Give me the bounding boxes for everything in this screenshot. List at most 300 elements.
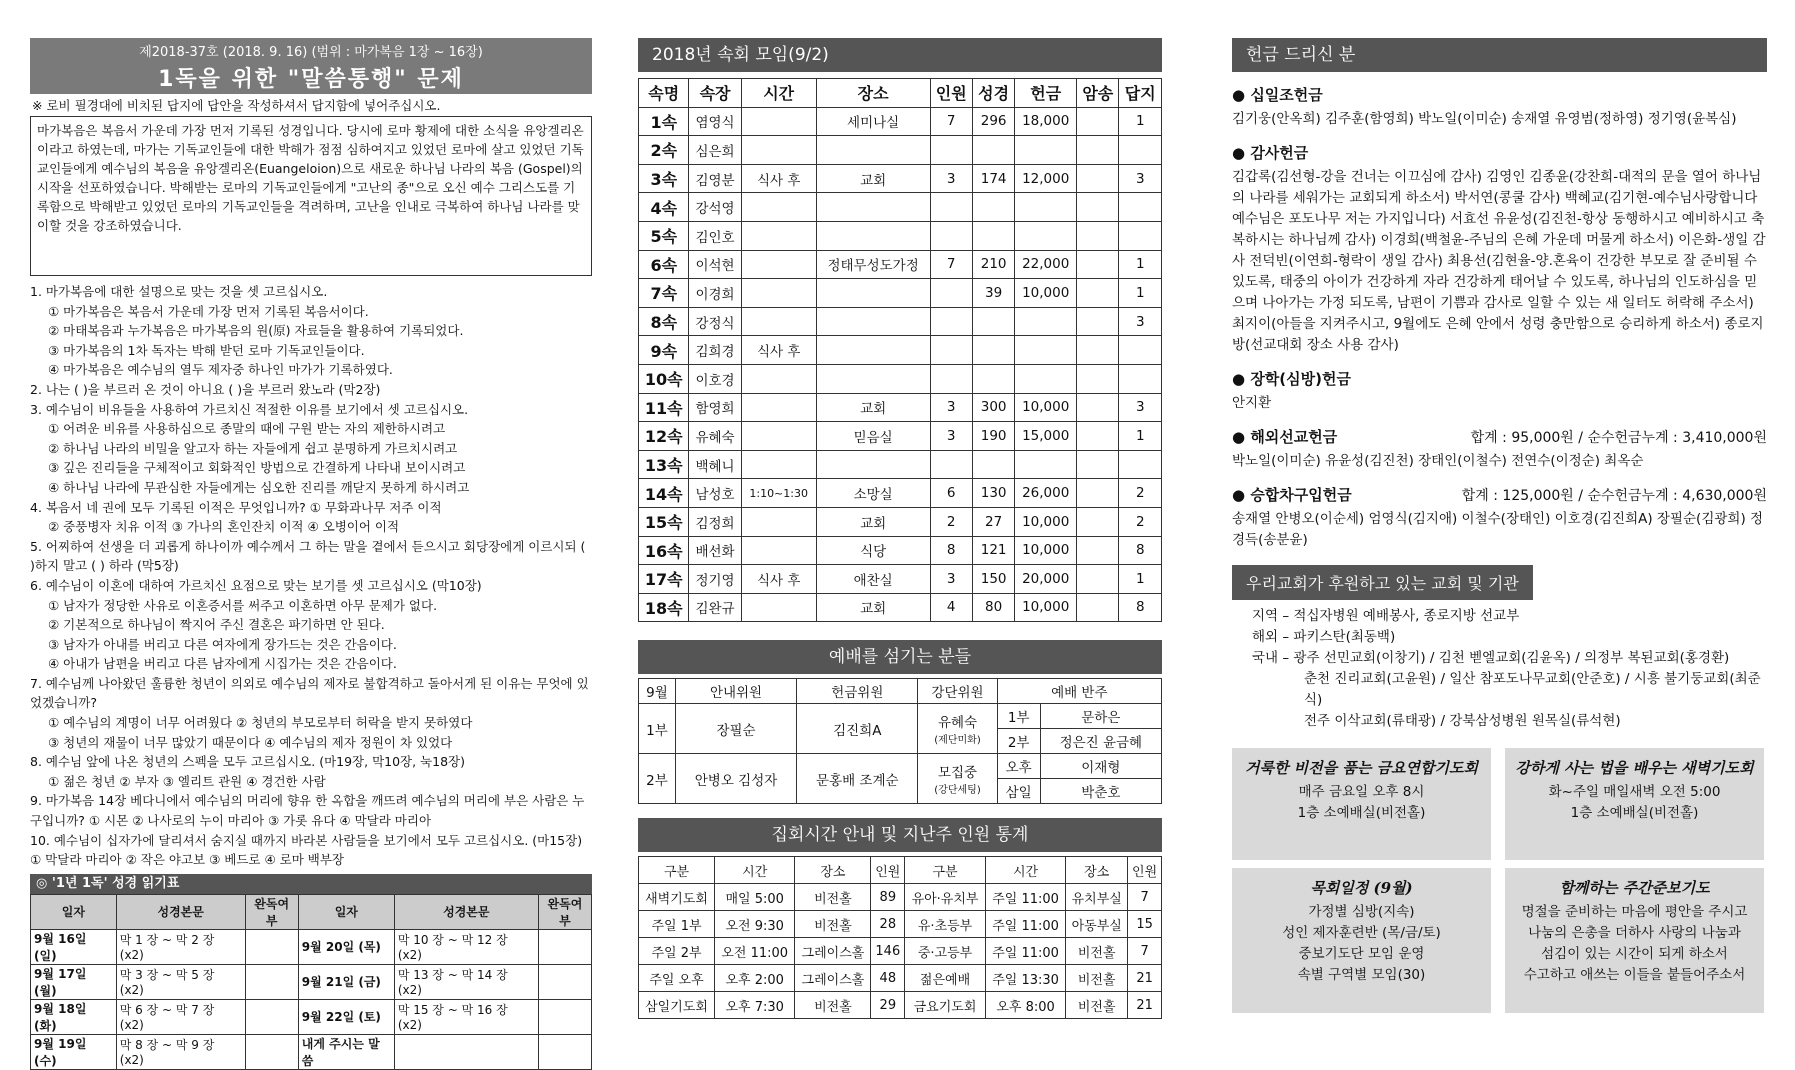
sok-cell xyxy=(1077,107,1119,136)
stats-header: 장소 xyxy=(1066,857,1128,884)
sok-cell: 배선화 xyxy=(689,536,741,565)
sok-cell xyxy=(1119,136,1162,165)
reading-row xyxy=(31,1034,592,1069)
stats-title: 집회시간 안내 및 지난주 인원 통계 xyxy=(638,818,1162,852)
sok-cell: 1 xyxy=(1119,279,1162,308)
sok-cell: 5속 xyxy=(639,221,689,250)
sok-cell: 2속 xyxy=(639,136,689,165)
quiz-title: 1독을 위한 "말씀통행" 문제 xyxy=(158,67,464,92)
sok-cell: 80 xyxy=(972,593,1014,622)
stats-header: 구분 xyxy=(639,857,715,884)
stats-cell: 새벽기도회 xyxy=(639,884,715,911)
sok-cell: 174 xyxy=(972,164,1014,193)
sok-cell: 130 xyxy=(972,479,1014,508)
stats-cell: 젊은예배 xyxy=(905,965,986,992)
quiz-option: ① 젊은 청년 ② 부자 ③ 엘리트 관원 ④ 경건한 사람 xyxy=(48,773,326,789)
sok-cell xyxy=(930,450,972,479)
sok-cell xyxy=(1077,536,1119,565)
scholarship-names: 안지환 xyxy=(1232,395,1272,411)
sok-cell xyxy=(1015,450,1077,479)
sok-cell xyxy=(1077,422,1119,451)
sok-cell: 염영식 xyxy=(689,107,741,136)
answer-note: ※ 로비 필경대에 비치된 답지에 답안을 작성하셔서 답지함에 넣어주십시오. xyxy=(32,98,441,113)
sok-cell xyxy=(1077,221,1119,250)
quiz-question: 2. 나는 ( )을 부르러 온 것이 아니요 ( )을 부르러 왔노라 (막2장) xyxy=(30,381,381,397)
van-line xyxy=(1232,472,1767,505)
stats-header: 구분 xyxy=(905,857,986,884)
support-line: 국내 – 광주 선민교회(이창기) / 김천 벧엘교회(김윤옥) / 의정부 복된교회(홍경환) xyxy=(1252,650,1730,666)
sok-cell xyxy=(741,393,816,422)
quiz-option: ③ 깊은 진리들을 구체적이고 회화적인 방법으로 간결하게 나타내 보이시려고 xyxy=(48,460,466,476)
sok-cell xyxy=(816,307,930,336)
friday-prayer-card xyxy=(1232,748,1491,860)
stats-cell: 비전홀 xyxy=(1066,965,1128,992)
support-line: 지역 – 적십자병원 예배봉사, 종로지방 선교부 xyxy=(1252,608,1520,624)
thanks-names: 김갑록(김선형-강을 건너는 이끄심에 감사) 김영인 김종윤(강찬희-대적의 문을 열어 하나님의 나라를 세워가는 교회되게 하소서) 박서연(콩쿨 감사) 백혜교(김기현-예수님사랑합니다 예수님은 포도나무 저는 가지입니다) 서효선 유윤성(김진천-항상 동행하시고 예비하시고 축복하시는 하나님께 감사) 이경희(백철윤-주님의 은혜 가운데 머물게 하소서) 이은화-생일 감사 전덕빈(이연희-형락이 생일 감사) 최용선(김현율-양.혼육이 건강한 부모로 잘 준비될 수 있도록, 태중의 아이가 건강하게 자라 건강하게 태어날 수 있도록, 하나님의 인도하심을 믿으며 나아가는 가정 되도록, 남편이 기쁨과 감사로 일할 수 있는 새 일터도 허락해 주소서) 최지이(아들을 지켜주시고, 9월에도 은혜 안에서 성령 충만함으로 승리하게 하소서) 종로지방(선교대회 장소 사용 감사) xyxy=(1232,169,1766,353)
reading-cell xyxy=(245,999,298,1034)
stats-row xyxy=(639,911,1162,938)
sok-cell: 3 xyxy=(930,164,972,193)
sok-cell xyxy=(1077,164,1119,193)
quiz-option: ① 어려운 비유를 사용하심으로 종말의 때에 구원 받는 자의 제한하시려고 xyxy=(48,421,446,437)
sok-cell xyxy=(1077,450,1119,479)
sok-cell xyxy=(816,364,930,393)
sok-cell: 10,000 xyxy=(1015,593,1077,622)
sok-cell: 김희경 xyxy=(689,336,741,365)
sok-cell: 121 xyxy=(972,536,1014,565)
card-line: 매주 금요일 오후 8시 xyxy=(1298,784,1425,800)
support-line: 전주 이삭교회(류태광) / 강북삼성병원 원목실(류석현) xyxy=(1304,713,1621,729)
info-cards xyxy=(1232,748,1767,1013)
quiz-option: ① 마가복음은 복음서 가운데 가장 먼저 기록된 복음서이다. xyxy=(48,303,369,319)
sok-cell: 7 xyxy=(930,250,972,279)
sok-cell xyxy=(1077,336,1119,365)
sok-row xyxy=(639,279,1162,308)
stats-cell: 오후 2:00 xyxy=(715,965,795,992)
quiz-question: 6. 예수님이 이혼에 대하여 가르치신 요점으로 맞는 보기를 셋 고르십시오 (막10장) xyxy=(30,577,482,593)
sok-cell: 애찬실 xyxy=(816,565,930,594)
sok-cell xyxy=(1077,393,1119,422)
stats-cell: 삼일기도회 xyxy=(639,992,715,1019)
stats-cell: 28 xyxy=(871,911,905,938)
sok-cell: 15속 xyxy=(639,507,689,536)
sok-cell: 3속 xyxy=(639,164,689,193)
reading-cell: 막 15 장 ~ 막 16 장 (x2) xyxy=(394,999,538,1034)
sok-cell: 27 xyxy=(972,507,1014,536)
sok-cell xyxy=(1015,136,1077,165)
sok-cell xyxy=(1015,307,1077,336)
sok-cell: 190 xyxy=(972,422,1014,451)
sok-cell: 6 xyxy=(930,479,972,508)
sok-cell xyxy=(972,364,1014,393)
sok-cell: 16속 xyxy=(639,536,689,565)
sok-cell xyxy=(1119,364,1162,393)
weekly-prayer-card xyxy=(1505,868,1764,1013)
stats-cell: 중·고등부 xyxy=(905,938,986,965)
sok-cell xyxy=(930,364,972,393)
sok-row xyxy=(639,164,1162,193)
sok-cell: 3 xyxy=(930,422,972,451)
stats-cell: 주일 11:00 xyxy=(985,938,1065,965)
sok-cell: 3 xyxy=(930,565,972,594)
offering-1: 김진희A xyxy=(797,704,918,754)
sok-cell xyxy=(972,336,1014,365)
altar-2-role: (강단세팅) xyxy=(934,785,981,797)
stats-cell: 비전홀 xyxy=(1066,938,1128,965)
card-line: 화~주일 매일새벽 오전 5:00 xyxy=(1548,784,1721,800)
sok-cell: 세미나실 xyxy=(816,107,930,136)
sok-cell: 식사 후 xyxy=(741,336,816,365)
card-line: 수고하고 애쓰는 이들을 붙들어주소서 xyxy=(1523,967,1746,983)
sok-cell: 김완규 xyxy=(689,593,741,622)
quiz-option: ③ 마가복음의 1차 독자는 박해 받던 로마 기독교인들이다. xyxy=(48,342,365,358)
sok-cell xyxy=(1077,364,1119,393)
sok-cell: 296 xyxy=(972,107,1014,136)
card-line: 성인 제자훈련반 (목/금/토) xyxy=(1282,925,1441,941)
stats-cell: 15 xyxy=(1128,911,1162,938)
sok-cell: 6속 xyxy=(639,250,689,279)
sok-cell xyxy=(930,336,972,365)
sok-cell: 20,000 xyxy=(1015,565,1077,594)
sok-cell: 교회 xyxy=(816,393,930,422)
tithe-names: 김기웅(안옥희) 김주훈(함영희) 박노일(이미순) 송재열 유영범(정하영) 정기영(윤복심) xyxy=(1232,111,1737,127)
sok-cell: 8 xyxy=(1119,536,1162,565)
sok-cell xyxy=(741,422,816,451)
sok-cell: 3 xyxy=(1119,393,1162,422)
reading-table xyxy=(30,894,592,1070)
altar-2 xyxy=(918,754,997,804)
stats-cell: 비전홀 xyxy=(795,884,871,911)
card-line: 가정별 심방(지속) xyxy=(1308,904,1415,920)
sok-row xyxy=(639,593,1162,622)
support-line: 해외 – 파키스탄(최동백) xyxy=(1252,629,1396,645)
sok-cell: 7 xyxy=(930,107,972,136)
support-title: 우리교회가 후원하고 있는 교회 및 기관 xyxy=(1232,565,1533,600)
sok-cell: 26,000 xyxy=(1015,479,1077,508)
stats-header: 시간 xyxy=(715,857,795,884)
sok-cell xyxy=(816,221,930,250)
sok-cell xyxy=(741,450,816,479)
worship-title: 예배를 섬기는 분들 xyxy=(638,640,1162,674)
sok-table xyxy=(638,78,1162,622)
sok-cell xyxy=(1015,336,1077,365)
sok-cell xyxy=(741,107,816,136)
stats-cell: 주일 13:30 xyxy=(985,965,1065,992)
pb-name: 박춘호 xyxy=(1040,779,1161,804)
sok-cell: 김인호 xyxy=(689,221,741,250)
sok-row xyxy=(639,422,1162,451)
sok-cell: 교회 xyxy=(816,593,930,622)
pb-label: 2부 xyxy=(997,729,1040,754)
sok-cell: 12속 xyxy=(639,422,689,451)
sok-cell xyxy=(741,221,816,250)
worship-header-offering: 헌금위원 xyxy=(797,679,918,704)
sok-cell: 3 xyxy=(930,393,972,422)
worship-header-altar: 강단위원 xyxy=(918,679,997,704)
sok-cell xyxy=(816,336,930,365)
sok-cell xyxy=(741,193,816,222)
stats-cell: 금요기도회 xyxy=(905,992,986,1019)
sok-cell: 210 xyxy=(972,250,1014,279)
sok-cell: 3 xyxy=(1119,164,1162,193)
sok-row xyxy=(639,536,1162,565)
sok-cell xyxy=(1015,364,1077,393)
sok-cell: 10속 xyxy=(639,364,689,393)
reading-header: 완독여부 xyxy=(538,894,591,929)
mission-total: 합계 : 95,000원 / 순수헌금누계 : 3,410,000원 xyxy=(1470,430,1767,446)
reading-cell: 9월 19일 (수) xyxy=(31,1034,117,1069)
quiz-question: 1. 마가복음에 대한 설명으로 맞는 것을 셋 고르십시오. xyxy=(30,284,328,299)
quiz-question: 3. 예수님이 비유들을 사용하여 가르치신 적절한 이유를 보기에서 셋 고르십시오. xyxy=(30,401,469,417)
sok-cell: 2 xyxy=(1119,507,1162,536)
sok-row xyxy=(639,307,1162,336)
altar-1 xyxy=(918,704,997,754)
reading-header: 성경본문 xyxy=(394,894,538,929)
card-line: 명절을 준비하는 마음에 평안을 주시고 xyxy=(1521,904,1748,920)
sok-header: 답지 xyxy=(1119,79,1162,108)
stats-table xyxy=(638,856,1162,1019)
sok-cell: 3 xyxy=(1119,307,1162,336)
stats-cell: 유치부실 xyxy=(1066,884,1128,911)
sok-cell xyxy=(930,136,972,165)
mission-heading: ● 해외선교헌금 xyxy=(1232,426,1337,447)
sok-cell: 이호경 xyxy=(689,364,741,393)
sok-row xyxy=(639,336,1162,365)
stats-cell: 21 xyxy=(1128,965,1162,992)
quiz-option: ④ 마가복음은 예수님의 열두 제자중 하나인 마가가 기록하였다. xyxy=(48,362,393,378)
scholarship-heading: ● 장학(심방)헌금 xyxy=(1232,368,1767,389)
sok-cell: 식사 후 xyxy=(741,164,816,193)
reading-cell xyxy=(245,929,298,964)
sok-header: 장소 xyxy=(816,79,930,108)
stats-cell: 48 xyxy=(871,965,905,992)
offering-column xyxy=(1232,38,1767,1013)
sok-cell xyxy=(930,307,972,336)
sok-cell xyxy=(741,136,816,165)
sok-cell xyxy=(1119,221,1162,250)
stats-cell: 주일 1부 xyxy=(639,911,715,938)
stats-cell: 주일 11:00 xyxy=(985,911,1065,938)
sok-cell: 300 xyxy=(972,393,1014,422)
sok-cell xyxy=(1015,221,1077,250)
stats-cell: 매일 5:00 xyxy=(715,884,795,911)
van-total: 합계 : 125,000원 / 순수헌금누계 : 4,630,000원 xyxy=(1461,488,1767,504)
sok-cell: 39 xyxy=(972,279,1014,308)
quiz-question: 5. 어찌하여 선생을 더 괴롭게 하나이까 예수께서 그 하는 말을 곁에서 듣으시고 회당장에게 이르시되 ( )하지 말고 ( ) 하라 (막5장) xyxy=(30,538,586,574)
reading-cell: 9월 16일 (일) xyxy=(31,929,117,964)
stats-header: 장소 xyxy=(795,857,871,884)
reading-cell: 막 6 장 ~ 막 7 장 (x2) xyxy=(116,999,245,1034)
sok-cell: 13속 xyxy=(639,450,689,479)
stats-cell: 비전홀 xyxy=(795,911,871,938)
thanks-heading: ● 감사헌금 xyxy=(1232,142,1767,163)
sok-cell xyxy=(1077,479,1119,508)
pb-label: 삼일 xyxy=(997,779,1040,804)
card-line: 중보기도단 모임 운영 xyxy=(1298,946,1425,962)
quiz-option: ② 하나님 나라의 비밀을 알고자 하는 자들에게 쉽고 분명하게 가르치시려고 xyxy=(48,440,458,456)
sok-cell: 백혜니 xyxy=(689,450,741,479)
sok-cell: 12,000 xyxy=(1015,164,1077,193)
reading-row xyxy=(31,929,592,964)
sok-row xyxy=(639,393,1162,422)
pb-label: 1부 xyxy=(997,704,1040,729)
sok-cell xyxy=(741,364,816,393)
stats-cell: 유·초등부 xyxy=(905,911,986,938)
sok-cell: 17속 xyxy=(639,565,689,594)
stats-row xyxy=(639,884,1162,911)
offering-2: 문홍배 조계순 xyxy=(797,754,918,804)
sok-cell: 교회 xyxy=(816,164,930,193)
sok-cell: 8 xyxy=(930,536,972,565)
stats-cell: 아동부실 xyxy=(1066,911,1128,938)
sok-cell xyxy=(1077,136,1119,165)
reading-cell xyxy=(538,964,591,999)
sok-header: 성경 xyxy=(972,79,1014,108)
card-title: 강하게 사는 법을 배우는 새벽기도회 xyxy=(1515,759,1754,777)
reading-cell: 9월 21일 (금) xyxy=(298,964,394,999)
sok-cell: 식사 후 xyxy=(741,565,816,594)
reading-header: 일자 xyxy=(298,894,394,929)
quiz-option: ② 기본적으로 하나님이 짝지어 주신 결혼은 파기하면 안 된다. xyxy=(48,617,385,633)
pb-name: 문하은 xyxy=(1040,704,1161,729)
sok-cell xyxy=(1119,450,1162,479)
stats-cell: 주일 오후 xyxy=(639,965,715,992)
stats-cell: 유아·유치부 xyxy=(905,884,986,911)
quiz-column xyxy=(30,38,592,1070)
card-title: 함께하는 주간준보기도 xyxy=(1559,879,1710,897)
card-line: 1층 소예배실(비전홀) xyxy=(1570,805,1699,821)
sok-header: 헌금 xyxy=(1015,79,1077,108)
sok-row xyxy=(639,250,1162,279)
stats-cell: 비전홀 xyxy=(795,992,871,1019)
pastoral-schedule-card xyxy=(1232,868,1491,1013)
offering-title: 헌금 드리신 분 xyxy=(1232,38,1767,72)
sok-cell xyxy=(816,450,930,479)
pb-label: 오후 xyxy=(997,754,1040,779)
sok-cell xyxy=(741,307,816,336)
stats-cell: 29 xyxy=(871,992,905,1019)
sok-cell xyxy=(741,507,816,536)
stats-row xyxy=(639,965,1162,992)
sok-cell: 1속 xyxy=(639,107,689,136)
card-line: 섬김이 있는 시간이 되게 하소서 xyxy=(1541,946,1728,962)
reading-cell: 막 1 장 ~ 막 2 장 (x2) xyxy=(116,929,245,964)
stats-cell: 그레이스홀 xyxy=(795,965,871,992)
reading-cell: 막 13 장 ~ 막 14 장 (x2) xyxy=(394,964,538,999)
quiz-option: ② 마태복음과 누가복음은 마가복음의 원(原) 자료들을 활용하여 기록되었다. xyxy=(48,323,464,339)
sok-cell xyxy=(1077,250,1119,279)
quiz-list xyxy=(30,282,592,870)
reading-cell xyxy=(245,964,298,999)
sok-cell xyxy=(1077,507,1119,536)
sok-header: 인원 xyxy=(930,79,972,108)
reading-header: 일자 xyxy=(31,894,117,929)
quiz-option: ③ 청년의 재물이 너무 많았기 때문이다 ④ 예수님의 제자 정원이 차 있었다 xyxy=(48,734,453,750)
sok-cell: 9속 xyxy=(639,336,689,365)
sok-cell xyxy=(1119,193,1162,222)
van-names: 송재열 안병오(이순세) 엄영식(김지애) 이철수(장태인) 이호경(김진희A) 장필순(김광희) 정경득(송분윤) xyxy=(1232,511,1764,548)
quiz-option: ① 예수님의 계명이 너무 어려웠다 ② 청년의 부모로부터 허락을 받지 못하였다 xyxy=(48,715,473,731)
sok-cell: 10,000 xyxy=(1015,536,1077,565)
sok-cell: 식당 xyxy=(816,536,930,565)
stats-header: 시간 xyxy=(985,857,1065,884)
sok-cell xyxy=(816,279,930,308)
worship-service-2: 2부 xyxy=(639,754,676,804)
altar-1-role: (제단미화) xyxy=(934,735,981,747)
sok-cell: 10,000 xyxy=(1015,393,1077,422)
sok-cell: 김영분 xyxy=(689,164,741,193)
sok-cell: 함영희 xyxy=(689,393,741,422)
sok-cell: 11속 xyxy=(639,393,689,422)
sok-cell: 4 xyxy=(930,593,972,622)
sok-cell xyxy=(972,221,1014,250)
sok-cell xyxy=(741,250,816,279)
quiz-header xyxy=(30,38,592,94)
stats-cell: 오후 8:00 xyxy=(985,992,1065,1019)
sok-cell: 이석현 xyxy=(689,250,741,279)
reading-cell: 막 10 장 ~ 막 12 장 (x2) xyxy=(394,929,538,964)
sok-cell: 4속 xyxy=(639,193,689,222)
reading-cell xyxy=(245,1034,298,1069)
sok-cell xyxy=(741,279,816,308)
sok-cell: 1 xyxy=(1119,565,1162,594)
sok-cell: 15,000 xyxy=(1015,422,1077,451)
sok-row xyxy=(639,565,1162,594)
quiz-question: 8. 예수님 앞에 나온 청년의 스펙을 모두 고르십시오. (마19장, 막10장, 눅18장) xyxy=(30,754,466,770)
sok-cell: 10,000 xyxy=(1015,507,1077,536)
reading-header: 성경본문 xyxy=(116,894,245,929)
sok-row xyxy=(639,450,1162,479)
sok-cell: 소망실 xyxy=(816,479,930,508)
sok-cell: 2 xyxy=(930,507,972,536)
stats-cell: 오후 7:30 xyxy=(715,992,795,1019)
tithe-heading: ● 십일조헌금 xyxy=(1232,84,1767,105)
sok-cell xyxy=(1015,193,1077,222)
sok-cell: 강석영 xyxy=(689,193,741,222)
worship-header-accompany: 예배 반주 xyxy=(997,679,1161,704)
reading-cell: 내게 주시는 말씀 xyxy=(298,1034,394,1069)
sok-cell: 7속 xyxy=(639,279,689,308)
sok-cell xyxy=(1077,565,1119,594)
intro-box: 마가복음은 복음서 가운데 가장 먼저 기록된 성경입니다. 당시에 로마 황제에 대한 소식을 유앙겔리온이라고 하였는데, 마가는 기독교인들에 대한 박해가 점점 심하여지고 있었던 로마에 살고 있었던 기독교인들에게 예수님의 복음을 유앙겔리온(Euangeloion)으로 새로운 하나님 나라의 복음 (Gospel)의 시작을 선포하였습니다. 박해받는 로마의 기독교인들에게 "고난의 종"으로 오신 예수 그리스도를 기록함으로 박해받고 있었던 로마의 기독교인들을 격려하며, 고난을 인내로 극복하여 하나님 나라를 맞이할 것을 강조하였습니다. xyxy=(30,116,592,276)
sok-title: 2018년 속회 모임(9/2) xyxy=(638,38,1162,72)
quiz-question: 4. 복음서 네 권에 모두 기록된 이적은 무엇입니까? ① 무화과나무 저주 이적 xyxy=(30,499,442,515)
reading-cell: 9월 22일 (토) xyxy=(298,999,394,1034)
sok-cell xyxy=(741,593,816,622)
reading-row xyxy=(31,964,592,999)
sok-cell xyxy=(930,279,972,308)
sok-cell: 22,000 xyxy=(1015,250,1077,279)
sok-cell: 강정식 xyxy=(689,307,741,336)
sok-cell: 심은희 xyxy=(689,136,741,165)
stats-cell: 146 xyxy=(871,938,905,965)
sok-cell: 18속 xyxy=(639,593,689,622)
sok-row xyxy=(639,221,1162,250)
reading-cell xyxy=(538,929,591,964)
sok-cell xyxy=(816,136,930,165)
worship-header-usher: 안내위원 xyxy=(675,679,796,704)
sok-cell xyxy=(1077,307,1119,336)
sok-cell: 10,000 xyxy=(1015,279,1077,308)
quiz-question: 10. 예수님이 십자가에 달리셔서 숨지실 때까지 바라본 사람들을 보기에서 모두 고르십시오. (마15장) ① 막달라 마리아 ② 작은 야고보 ③ 베드로 ④ 로마 백부장 xyxy=(30,832,583,868)
reading-cell: 9월 18일 (화) xyxy=(31,999,117,1034)
card-title: 목회일정 (9월) xyxy=(1310,879,1413,897)
sok-cell xyxy=(1077,193,1119,222)
stats-header: 인원 xyxy=(871,857,905,884)
altar-1-name: 유혜숙 xyxy=(937,715,978,732)
sok-cell: 1 xyxy=(1119,422,1162,451)
reading-title: ◎ '1년 1독' 성경 읽기표 xyxy=(30,874,592,894)
